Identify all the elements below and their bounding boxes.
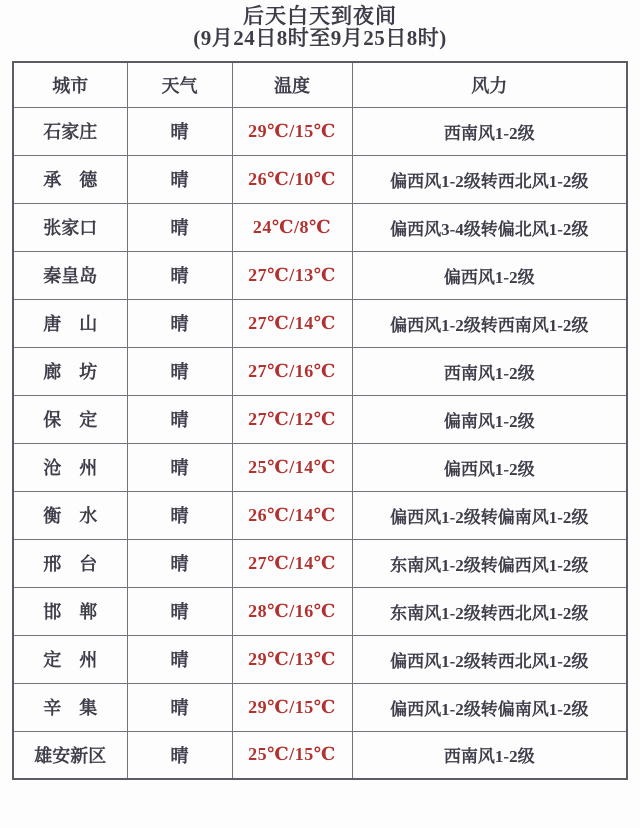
page-title: 后天白天到夜间	[243, 4, 397, 28]
weather-cell: 晴	[127, 203, 232, 251]
temperature-cell: 26℃/14℃	[232, 491, 352, 539]
weather-cell: 晴	[127, 299, 232, 347]
table-row	[13, 539, 627, 587]
city-cell: 秦皇岛	[13, 251, 127, 299]
city-cell: 邯 郸	[13, 587, 127, 635]
column-header-weather: 天气	[127, 62, 232, 107]
city-cell: 雄安新区	[13, 731, 127, 779]
city-cell: 辛 集	[13, 683, 127, 731]
temperature-cell: 27℃/13℃	[232, 251, 352, 299]
weather-cell: 晴	[127, 587, 232, 635]
wind-cell: 偏西风1-2级转偏南风1-2级	[352, 683, 627, 731]
table-row	[13, 395, 627, 443]
city-cell: 沧 州	[13, 443, 127, 491]
weather-cell: 晴	[127, 635, 232, 683]
wind-cell: 东南风1-2级转偏西风1-2级	[352, 539, 627, 587]
title-block	[0, 5, 640, 50]
table-row	[13, 491, 627, 539]
temperature-cell: 29℃/13℃	[232, 635, 352, 683]
header-row	[13, 62, 627, 107]
weather-cell: 晴	[127, 107, 232, 155]
table-row	[13, 635, 627, 683]
table-row	[13, 347, 627, 395]
weather-cell: 晴	[127, 347, 232, 395]
temperature-cell: 29℃/15℃	[232, 683, 352, 731]
column-header-temperature: 温度	[232, 62, 352, 107]
weather-cell: 晴	[127, 443, 232, 491]
weather-cell: 晴	[127, 731, 232, 779]
city-cell: 定 州	[13, 635, 127, 683]
temperature-cell: 27℃/12℃	[232, 395, 352, 443]
table-row	[13, 683, 627, 731]
column-header-wind: 风力	[352, 62, 627, 107]
forecast-table-body	[13, 107, 627, 779]
city-cell: 张家口	[13, 203, 127, 251]
wind-cell: 东南风1-2级转西北风1-2级	[352, 587, 627, 635]
wind-cell: 偏西风1-2级	[352, 443, 627, 491]
table-row	[13, 299, 627, 347]
wind-cell: 偏西风1-2级转西南风1-2级	[352, 299, 627, 347]
temperature-cell: 27℃/14℃	[232, 539, 352, 587]
column-header-city: 城市	[13, 62, 127, 107]
city-cell: 唐 山	[13, 299, 127, 347]
wind-cell: 西南风1-2级	[352, 107, 627, 155]
wind-cell: 偏西风3-4级转偏北风1-2级	[352, 203, 627, 251]
city-cell: 石家庄	[13, 107, 127, 155]
temperature-cell: 28℃/16℃	[232, 587, 352, 635]
city-cell: 廊 坊	[13, 347, 127, 395]
table-row	[13, 587, 627, 635]
weather-cell: 晴	[127, 683, 232, 731]
wind-cell: 西南风1-2级	[352, 347, 627, 395]
wind-cell: 偏西风1-2级转西北风1-2级	[352, 635, 627, 683]
page-subtitle: (9月24日8时至9月25日8时)	[193, 26, 447, 50]
temperature-cell: 29℃/15℃	[232, 107, 352, 155]
wind-cell: 偏西风1-2级转西北风1-2级	[352, 155, 627, 203]
temperature-cell: 25℃/14℃	[232, 443, 352, 491]
weather-cell: 晴	[127, 539, 232, 587]
weather-cell: 晴	[127, 155, 232, 203]
wind-cell: 偏南风1-2级	[352, 395, 627, 443]
weather-cell: 晴	[127, 491, 232, 539]
weather-cell: 晴	[127, 251, 232, 299]
wind-cell: 西南风1-2级	[352, 731, 627, 779]
table-row	[13, 155, 627, 203]
wind-cell: 偏西风1-2级转偏南风1-2级	[352, 491, 627, 539]
table-row	[13, 731, 627, 779]
weather-cell: 晴	[127, 395, 232, 443]
forecast-table	[12, 61, 628, 780]
table-row	[13, 203, 627, 251]
wind-cell: 偏西风1-2级	[352, 251, 627, 299]
temperature-cell: 27℃/14℃	[232, 299, 352, 347]
city-cell: 保 定	[13, 395, 127, 443]
temperature-cell: 26℃/10℃	[232, 155, 352, 203]
temperature-cell: 27℃/16℃	[232, 347, 352, 395]
city-cell: 衡 水	[13, 491, 127, 539]
table-row	[13, 251, 627, 299]
table-row	[13, 443, 627, 491]
temperature-cell: 24℃/8℃	[232, 203, 352, 251]
city-cell: 邢 台	[13, 539, 127, 587]
temperature-cell: 25℃/15℃	[232, 731, 352, 779]
city-cell: 承 德	[13, 155, 127, 203]
table-row	[13, 107, 627, 155]
